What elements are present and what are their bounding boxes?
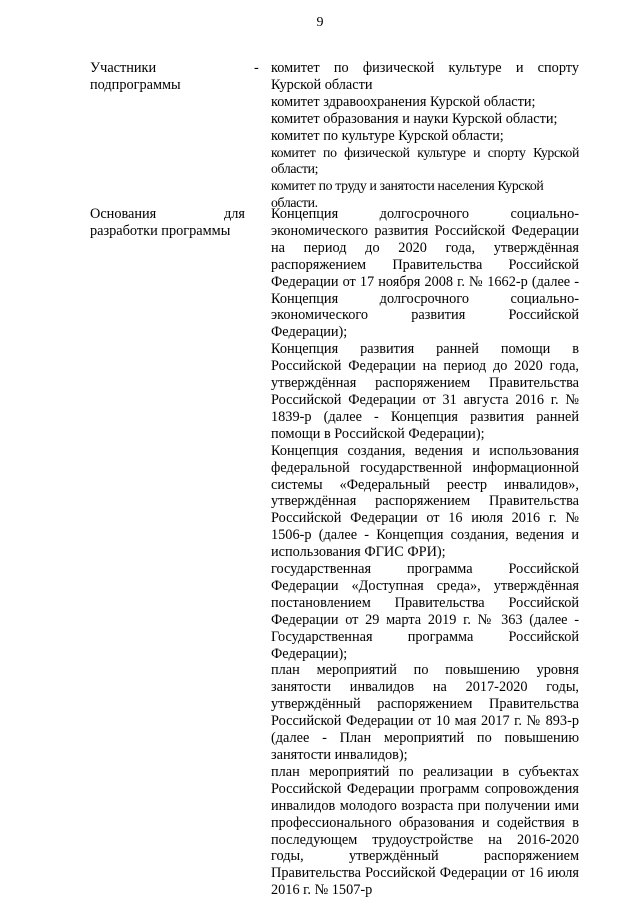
- participant-item: комитет здравоохранения Курской области;: [271, 93, 536, 110]
- grounds-label: [90, 206, 245, 240]
- participants-label: [90, 60, 245, 94]
- participants-list: [271, 60, 579, 212]
- grounds-label-line2: разработки программы: [90, 223, 231, 239]
- ground-item: Концепция создания, ведения и использования федеральной государственной информационной системы «Федеральный реестр инвалидов», утверждённая распоряжением Правительства Российской Федерации от 16 июля 2016 г. № 1506-р (далее - Концепция создания, ведения и использования ФГИС ФРИ);: [271, 442, 579, 561]
- participant-item: комитет по труду и занятости населения Курской области.: [271, 178, 544, 211]
- grounds-list: [271, 206, 579, 899]
- participant-item: комитет по физической культуре и спорту Курской области;: [271, 144, 579, 177]
- ground-item: Концепция долгосрочного социально-экономического развития Российской Федерации на период до 2020 года, утверждённая распоряжением Правительства Российской Федерации от 17 ноября 2008 г. № 1662-р (далее - Концепция долгосрочного социально-экономического развития Российской Федерации);: [271, 206, 579, 341]
- participants-dash: -: [254, 60, 259, 76]
- participant-item: комитет по культуре Курской области;: [271, 127, 504, 144]
- ground-item: план мероприятий по реализации в субъектах Российской Федерации программ сопровождения инвалидов молодого возраста при получении ими профессионального образования и содействия в последующем трудоустройстве на 2016-2020 годы, утверждённый распоряжением Правительства Российской Федерации от 16 июля 2016 г. № 1507-р: [271, 763, 579, 899]
- grounds-label-line1: [90, 206, 245, 223]
- ground-item: план мероприятий по повышению уровня занятости инвалидов на 2017-2020 годы, утверждённый распоряжением Правительства Российской Федерации от 10 мая 2017 г. № 893-р (далее - План мероприятий по повышению занятости инвалидов);: [271, 662, 579, 763]
- grounds-label-word1: Основания: [90, 206, 157, 222]
- page-number: 9: [316, 15, 324, 30]
- ground-item: Концепция развития ранней помощи в Российской Федерации на период до 2020 года, утверждённая распоряжением Правительства Российской Федерации от 31 августа 2016 г. № 1839-р (далее - Концепция развития ранней помощи в Российской Федерации);: [271, 341, 579, 442]
- participant-item: комитет по физической культуре и спорту Курской области: [271, 60, 579, 93]
- participants-label-line2: подпрограммы: [90, 77, 181, 93]
- grounds-label-word2: для: [224, 206, 245, 222]
- ground-item: государственная программа Российской Федерации «Доступная среда», утверждённая постановлением Правительства Российской Федерации от 29 марта 2019 г. № 363 (далее - Государственная программа Российской Федерации);: [271, 561, 579, 662]
- participants-label-line1: Участники: [90, 60, 157, 76]
- participant-item: комитет образования и науки Курской области;: [271, 110, 558, 127]
